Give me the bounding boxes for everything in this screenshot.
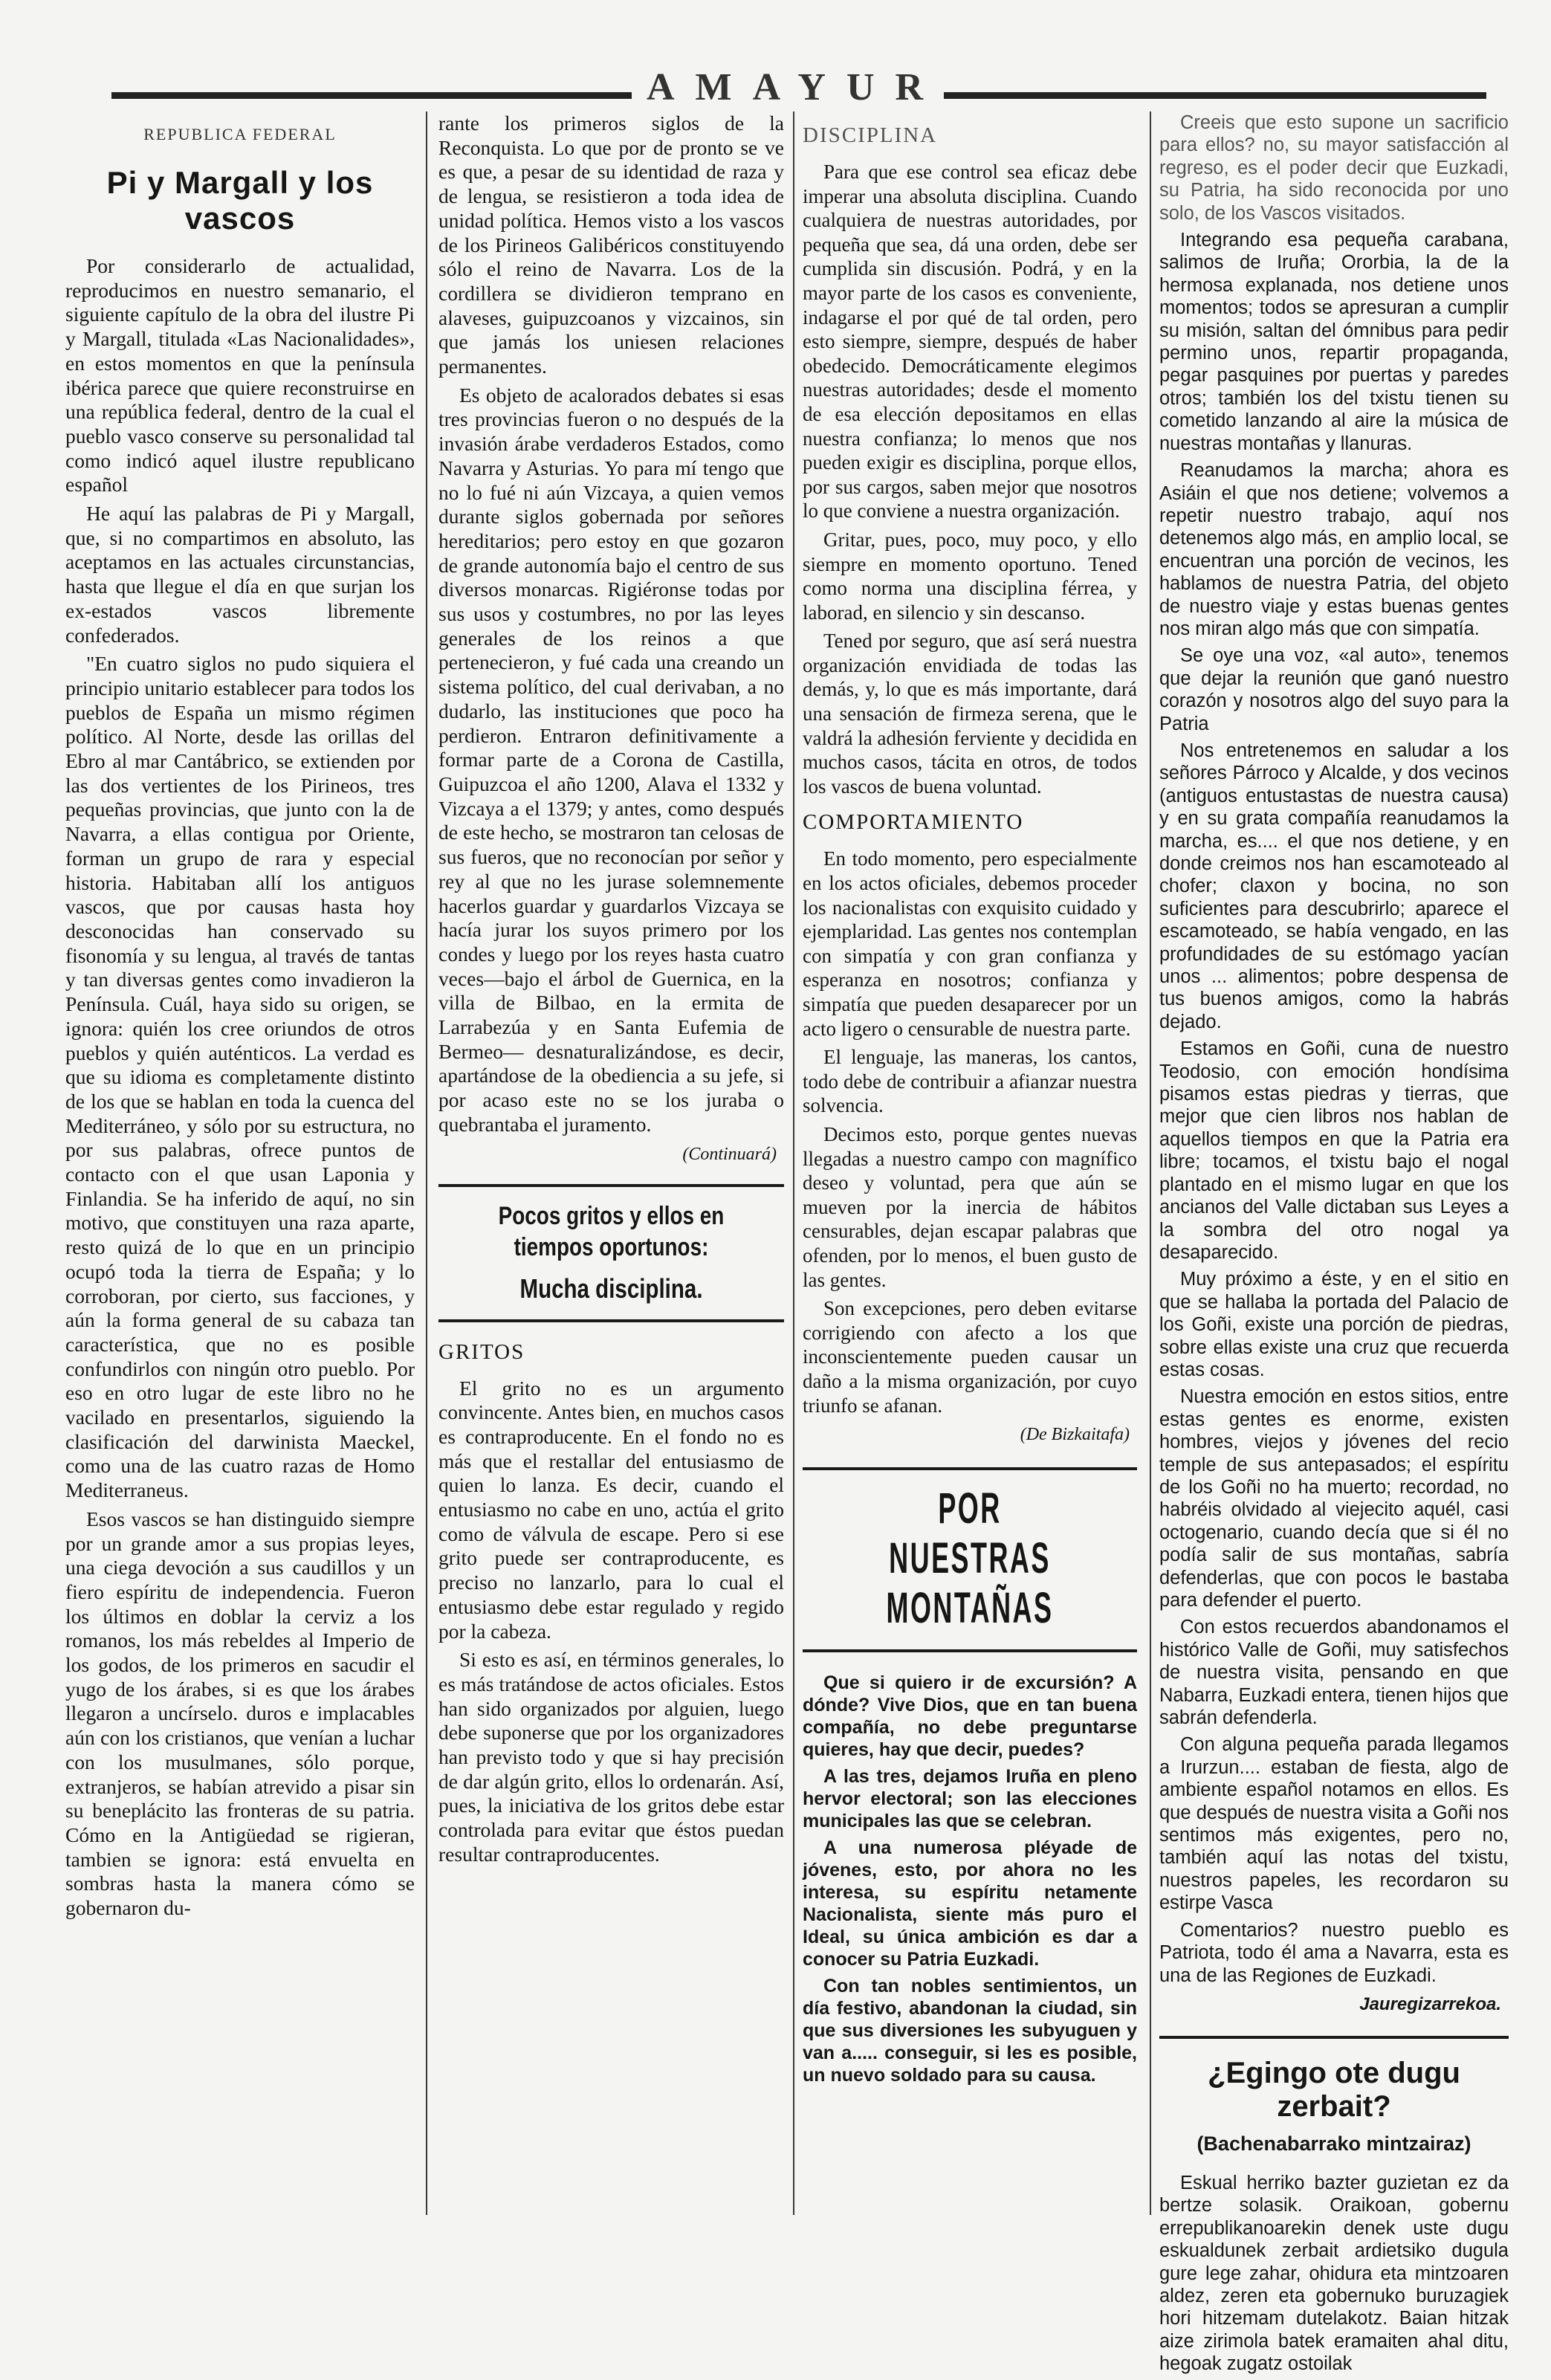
article-paragraph: Que si quiero ir de excursión? A dónde? Vive Dios, que en tan buena compañía, no debe preguntarse quieres, hay que decir, puedes? <box>803 1672 1137 1761</box>
article-kicker: REPUBLICA FEDERAL <box>143 125 337 143</box>
article-paragraph: rante los primeros siglos de la Reconquista. Lo que por de pronto se ve es que, a pesar de su identidad de raza y de lengua, se resistieron a toda idea de unidad política. Hemos visto a los vascos de los Pirineos Galibéricos constituyendo sólo el reino de Navarra. Los de la cordillera se dividieron temprano en alaveses, guipuzcoanos y vizcainos, sin que jamás los uniesen relaciones permanentes. <box>438 111 784 378</box>
article-paragraph: Muy próximo a éste, y en el sitio en que se hallaba la portada del Palacio de los Goñi, existe una porción de piedras, sobre ellas existe una cruz que recuerda estas cosas. <box>1159 1269 1509 1380</box>
article-paragraph: Tened por seguro, que así será nuestra organización envidiada de todas las demás, y, lo que es más importante, dará una sensación de firmeza serena, que le valdrá la adhesión ferviente y decidida en muchos casos, tácita en otros, de todos los vascos de buena voluntad. <box>803 630 1137 798</box>
masthead-title: AMAYUR <box>647 66 945 109</box>
article-paragraph: Es objeto de acalorados debates si esas tres provincias fueron o no después de la invasión árabe verdaderos Estados, como Navarra y Asturias. Yo para mí tengo que no lo fué ni aún Vizcaya, a quien vemos durante siglos gobernada por señores hereditarios; pero estoy en que gozaron de grande autonomía bajo el centro de sus diversos monarcas. Rigiéronse todas por sus usos y costumbres, no por las leyes generales de los reinos a que pertenecieron, y fué cada una creando un sistema político, del cual derivaban, a no dudarlo, las instituciones que poco ha perdieron. Entraron definitivamente a formar parte de a Corona de Castilla, Guipuzcoa el año 1200, Alava el 1332 y Vizcaya a el 1379; y antes, como después de este hecho, se mostraron tan celosas de sus fueros, que no reconocían por señor y rey al que no les jurase solemnemente hacerlos guardar y guardarlos Vizcaya se hacía jurar los suyos primero por los condes y luego por los reyes hasta cuatro veces—bajo el árbol de Guernica, en la villa de Bilbao, en la ermita de Larrabezúa y en Santa Eufemia de Bermeo— desnaturalizándose, es decir, apartándose de la obediencia a su jefe, si por acaso este no se los juraba o quebrantaba el juramento. <box>438 383 784 1136</box>
article-paragraph: El lenguaje, las maneras, los cantos, todo debe de contribuir a afianzar nuestra solvencia. <box>803 1046 1137 1117</box>
masthead-rule-right <box>944 92 1486 99</box>
section-heading-comportamiento: COMPORTAMIENTO <box>803 810 1024 835</box>
author-signature: Jauregizarrekoa. <box>1359 1993 1501 2014</box>
article-paragraph: Con alguna pequeña parada llegamos a Irurzun.... estaban de fiesta, algo de ambiente español notamos en ellos. Es que después de nuestra visita a Goñi nos sentimos más exigentes, pero no, también aquí las notas del txistu, nuestros papeles, les recordaron su estirpe Vasca <box>1159 1734 1509 1914</box>
montanas-article <box>803 1672 1137 2086</box>
article-paragraph: En todo momento, pero especialmente en los actos oficiales, debemos proceder los nacionalistas con exquisito cuidado y ejemplaridad. Las gentes nos contemplan con simpatía y con gran confianza y esperanza en nosotros; confianza y simpatía que pueden desaparecer por un acto ligero o censurable de nuestra parte. <box>803 847 1137 1040</box>
boxed-headline-subtitle: Mucha disciplina. <box>519 1273 703 1304</box>
article-paragraph: Son excepciones, pero deben evitarse corrigiendo con afecto a los que inconscientemente pueden causar un daño a la misma organización, por cuyo triunfo se afanan. <box>803 1297 1137 1417</box>
article-paragraph: Nuestra emoción en estos sitios, entre estas gentes es enorme, existen hombres, viejos y jóvenes del recio temple de sus antepasados; el espíritu de los Goñi no ha muerto; recordad, no habréis olvidado al viejecito aquél, casi octogenario, cuando decía que si él no podía salir de sus montañas, sabría defenderlas, que con pocos le bastaba para defender el puerto. <box>1159 1386 1509 1611</box>
article-paragraph: A las tres, dejamos Iruña en pleno hervor electoral; son las elecciones municipales las que se celebran. <box>803 1766 1137 1832</box>
section-heading-gritos: GRITOS <box>438 1339 525 1364</box>
masthead <box>111 58 1486 109</box>
column-3 <box>803 111 1137 2091</box>
article-paragraph: "En cuatro siglos no pudo siquiera el principio unitario establecer para todos los pueblos de España un mismo régimen político. Al Norte, desde las orillas del Ebro al mar Cantábrico, se extienden por las dos vertientes de los Pirineos, tres pequeñas provincias, que junto con la de Navarra, a ellas contigua por Oriente, forman un grupo de rara y especial historia. Habitaban allí los antiguos vascos, que por causas hasta hoy desconocidas han conservado su fisonomía y su lengua, al través de tantas y tan diversas gentes como invadieron la Península. Cuál, haya sido su origen, se ignora: quién los cree oriundos de otros pueblos y quién auténticos. La verdad es que su idioma es completamente distinto de los que se hablan en toda la cuenca del Mediterráneo, y sólo por su estructura, no por sus palabras, ofrece puntos de contacto con el que usan Laponia y Finlandia. Se ha inferido de aquí, no sin motivo, que constituyen una raza aparte, resto quizá de lo que en un principio ocupó toda la tierra de España; y lo corroboran, por cierto, sus facciones, y aún la forma general de su cabaza tan característica, que no es posible confundirlos con ningún otro pueblo. Por eso en otro lugar de este libro no he vacilado en presentarlos, siguiendo la clasificación del darwinista Maeckel, como una de las cuatro razas de Homo Mediterraneus. <box>65 652 415 1502</box>
article-paragraph: Integrando esa pequeña carabana, salimos de Iruña; Ororbia, la de la hermosa explanada, nos detiene unos momentos; todos se apresuran a cumplir su misión, saltan del ómnibus para pedir permino unos, repartir propaganda, pegar pasquines por puertas y paredes otros; también los del txistu tienen su cometido lanzando al aire la música de nuestras montañas y llanuras. <box>1159 230 1509 454</box>
article-paragraph: Para que ese control sea eficaz debe imperar una absoluta disciplina. Cuando cualquiera de nuestras autoridades, por pequeña que sea, dá una orden, debe ser cumplida sin discusión. Podrá, y en la mayor parte de los casos es conveniente, indagarse el por qué de tal orden, pero esto siempre, siempre, después de haber obedecido. Democráticamente elegimos nuestras autoridades; desde el momento de esa elección depositamos en ellas nuestra confianza; lo menos que nos pueden exigir es disciplina, porque ellos, por sus cargos, saben mejor que nosotros lo que conviene a nuestra organización. <box>803 161 1137 523</box>
article-paragraph: Decimos esto, porque gentes nuevas llegadas a nuestro campo con magnífico deseo y voluntad, pera que aún se mueven por la inercia de hábitos censurables, dejan escapar palabras que ofenden, por lo menos, el buen gusto de las gentes. <box>803 1122 1137 1291</box>
source-attribution: (De Bizkaitafa) <box>1020 1425 1130 1445</box>
article-paragraph: Comentarios? nuestro pueblo es Patriota, todo él ama a Navarra, esta es una de las Regiones de Euzkadi. <box>1159 1919 1509 1986</box>
article-headline: Pi y Margall y los vascos <box>106 165 374 236</box>
column-divider <box>793 111 794 2215</box>
egingo-article <box>1159 2036 1509 2376</box>
article-paragraph: Estamos en Goñi, cuna de nuestro Teodosio, con emoción hondísima pisamos estas piedras y tierras, que mejor que cien libros nos hablan de aquellos tiempos en que la Patria era libre; tocamos, el txistu bajo el nogal plantado en el mismo lugar en que los ancianos del Valle dictaban sus Leyes a la sombra del otro nogal ya desaparecido. <box>1159 1038 1509 1263</box>
article-paragraph: El grito no es un argumento convincente. Antes bien, en muchos casos es contraproducente. En el fondo no es más que el restallar del entusiasmo de quien lo lanza. Es decir, cuando el entusiasmo no cabe en uno, actúa el grito como de válvula de escape. Pero si ese grito puede ser contraproducente, es preciso no lanzarlo, para lo cual el entusiasmo debe estar regulado y regido por la cabeza. <box>438 1376 784 1643</box>
boxed-headline-montanas <box>803 1467 1137 1652</box>
article-paragraph: Con tan nobles sentimientos, un día festivo, abandonan la ciudad, sin que sus diversiones les subyuguen y van a..... conseguir, si les es posible, un nuevo soldado para su causa. <box>803 1976 1137 2086</box>
article-paragraph: Por considerarlo de actualidad, reproducimos en nuestro semanario, el siguiente capítulo de la obra del ilustre Pi y Margall, titulada «Las Nacionalidades», en estos momentos en que la península ibérica parece que quiere reconstruirse en una república federal, dentro de la cual el pueblo vasco conserve su personalidad tal como indicó aquel ilustre republicano español <box>65 254 415 497</box>
boxed-headline <box>438 1184 784 1322</box>
boxed-headline-title: Pocos gritos y ellos en tiempos oportunos: <box>498 1201 725 1261</box>
column-2 <box>438 111 784 1872</box>
continuara-note: (Continuará) <box>682 1144 777 1164</box>
montanas-title: POR NUESTRAS MONTAÑAS <box>886 1484 1054 1633</box>
article-paragraph: Con estos recuerdos abandonamos el histórico Valle de Goñi, muy satisfechos de nuestra visita, pensando en que Nabarra, Euzkadi entera, tienen hijos que sabrán defenderla. <box>1159 1617 1509 1729</box>
article-paragraph: He aquí las palabras de Pi y Margall, que, si no compartimos en absoluto, las aceptamos en las actuales circunstancias, hasta que llegue el día en que surjan los ex-estados vascos libremente confederados. <box>65 502 415 647</box>
article-paragraph: Nos entretenemos en saludar a los señores Párroco y Alcalde, y dos vecinos (antiguos entustastas de nuestra causa) y en su grata compañía reanudamos la marcha, es.... el que nos detiene, y en donde creimos nos han escamoteado al chofer; claxon y bocina, no son suficientes para descubrirlo; aparece el escamoteado, se había vengado, en las profundidades de su estómago yacían unos ... alimentos; pobre despensa de tus buenos amigos, como la habrás dejado. <box>1159 740 1509 1032</box>
column-divider <box>426 111 427 2215</box>
article-paragraph: Reanudamos la marcha; ahora es Asiáin el que nos detiene; volvemos a repetir nuestro trabajo, aquí nos detenemos algo más, en amplio local, se encuentran una porción de vecinos, les hablamos de nuestra Patria, del objeto de nuestro viaje y estas buenas gentes nos miran algo más que con simpatía. <box>1159 460 1509 639</box>
column-divider <box>1150 111 1151 2215</box>
article-paragraph: A una numerosa pléyade de jóvenes, esto, por ahora no les interesa, su espíritu netamente Nacionalista, siente más puro el Ideal, su única ambición es dar a conocer su Patria Euzkadi. <box>803 1837 1137 1970</box>
egingo-subtitle: (Bachenabarrako mintzairaz) <box>1197 2132 1471 2155</box>
masthead-rule-left <box>111 92 632 99</box>
column-4 <box>1159 111 1509 2380</box>
article-paragraph: Esos vascos se han distinguido siempre por un grande amor a sus propias leyes, una ciega devoción a sus caudillos y un fiero espíritu de independencia. Fueron los últimos en doblar la cerviz a los romanos, los más rebeldes al Imperio de los godos, de los primeros en sacudir el yugo de los árabes, si es que los árabes llegaron a uncírselo. duros e implacables aún con los cristianos, que venían a luchar con los musulmanes, sólo porque, extranjeros, se habían atrevido a pisar sin su beneplácito las fronteras de su patria. Cómo en la Antigüedad se rigieran, tambien se ignora: está envuelta en sombras hasta la manera cómo se gobernaron du- <box>65 1507 415 1920</box>
article-paragraph: Creeis que esto supone un sacrificio para ellos? no, su mayor satisfacción al regreso, es el poder decir que Euzkadi, su Patria, ha sido reconocida por uno solo, de los Vascos visitados. <box>1159 112 1509 224</box>
article-paragraph: Se oye una voz, «al auto», tenemos que dejar la reunión que ganó nuestro corazón y nosotros algo del suyo para la Patria <box>1159 645 1509 734</box>
egingo-title: ¿Egingo ote dugu zerbait? <box>1208 2056 1460 2123</box>
article-paragraph: Si esto es así, en términos generales, lo es más tratándose de actos oficiales. Estos han sido organizados por alguien, luego debe suponerse que por los organizadores han previsto todo y que si hay precisión de dar algún grito, ellos lo ordenarán. Así, pues, la iniciativa de los gritos debe estar controlada para evitar que éstos puedan resultar contraproducentes. <box>438 1648 784 1866</box>
article-paragraph: Eskual herriko bazter guzietan ez da bertze solasik. Oraikoan, gobernu errepublikanoarekin denek uste dugu eskualdunek zerbait ardietsiko dugula gure lege zahar, ohidura eta mintzoaren aldez, zeren eta gobernuko buruzagiek hori hitzemam dutelakotz. Baian hitzak aize zirimola batek eramaiten ahal ditu, hegoak zugatz ostoilak <box>1159 2172 1509 2375</box>
section-heading-disciplina: DISCIPLINA <box>803 123 938 147</box>
article-paragraph: Gritar, pues, poco, muy poco, y ello siempre en momento oportuno. Tened como norma una disciplina férrea, y laborad, en silencio y sin descanso. <box>803 528 1137 624</box>
column-1 <box>65 111 415 1925</box>
